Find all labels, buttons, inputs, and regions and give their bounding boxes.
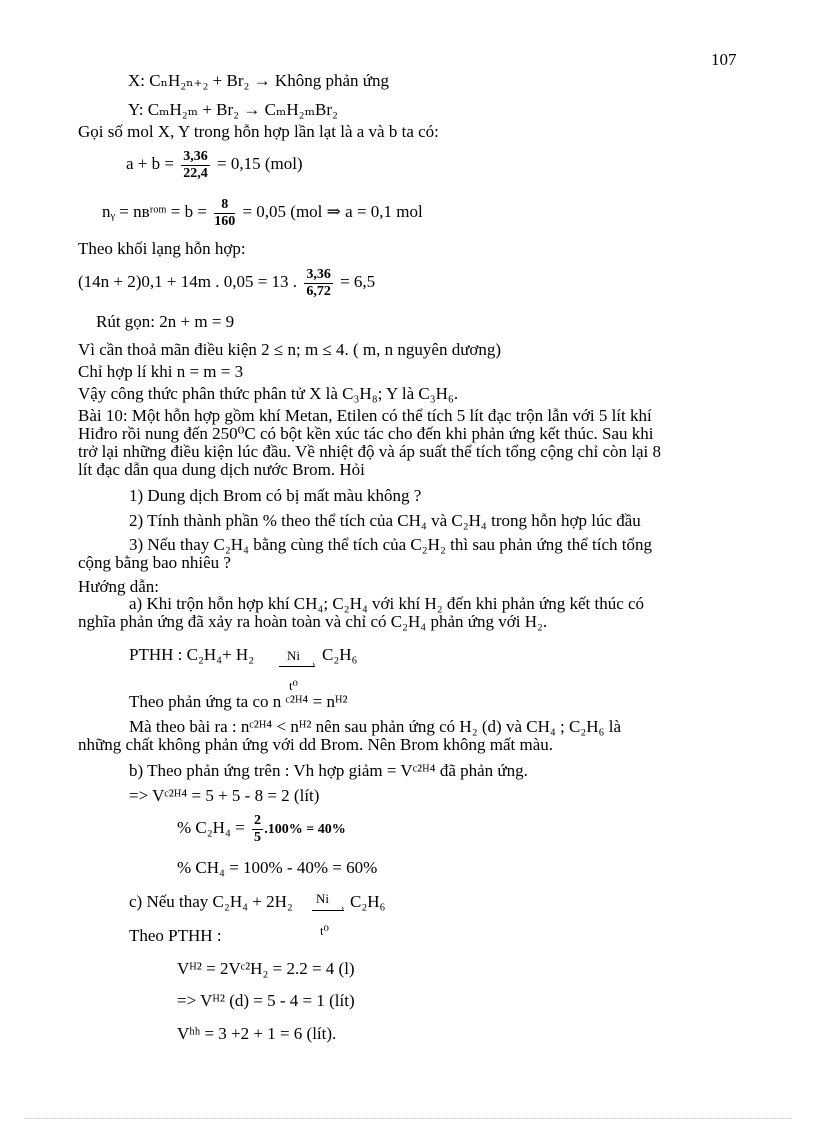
equation-2 bbox=[102, 194, 423, 230]
question-2: 2) Tính thành phần % theo thể tích của CH₄ và C₂H₄ trong hỗn hợp lúc đầu bbox=[129, 511, 641, 530]
valid-line: Chỉ hợp lí khi n = m = 3 bbox=[78, 362, 244, 381]
page-number: 107 bbox=[711, 50, 737, 69]
conclusion-line: Vậy công thức phân thức phân tử X là C₃H₈; Y là C₃H₆. bbox=[78, 384, 459, 403]
temperature-label-1: t⁰ bbox=[289, 678, 298, 693]
catalyst-ni-label-2: Ni bbox=[316, 891, 329, 906]
theo-phan-ung: Theo phản ứng ta co n ᶜ²ᴴ⁴ = nᴴ² bbox=[129, 692, 348, 711]
equation-1 bbox=[126, 146, 303, 182]
theo-pthh: Theo PTHH : bbox=[129, 926, 222, 945]
equation-1-left: a + b = bbox=[126, 154, 174, 173]
equation-2-left: nᵧ = nʙʳᵒᵐ = b = bbox=[102, 202, 207, 221]
equation-3-left: (14n + 2)0,1 + 14m . 0,05 = 13 . bbox=[78, 272, 298, 291]
guide-heading: Hướng dẫn: bbox=[78, 577, 159, 596]
arrow-head-2: › bbox=[341, 903, 345, 914]
fraction-2 bbox=[214, 197, 235, 230]
vhh-line: Vʰʰ = 3 +2 + 1 = 6 (lít). bbox=[177, 1024, 337, 1043]
answer-a-line-2: nghĩa phản ứng đã xảy ra hoàn toàn và chỉ có C₂H₄ phản ứng với H₂. bbox=[78, 612, 548, 631]
question-3-line-1: 3) Nếu thay C₂H₄ bằng cùng thể tích của C₂H₂ thì sau phản ứng thể tích tổng bbox=[129, 535, 652, 554]
mass-label: Theo khối lạng hỗn hợp: bbox=[78, 239, 246, 258]
fraction-4 bbox=[252, 813, 263, 846]
fraction-3-num: 3,36 bbox=[306, 266, 331, 282]
pthh-left: PTHH : C₂H₄+ H₂ bbox=[129, 645, 255, 664]
x-reaction: X: CₙH₂ₙ₊₂ + Br₂ → Không phản ứng bbox=[128, 71, 389, 90]
y-reaction: Y: CₘH₂ₘ + Br₂ → CₘH₂ₘBr₂ bbox=[128, 100, 338, 119]
percent-c2h4 bbox=[177, 810, 346, 848]
temperature-label-2: t⁰ bbox=[320, 923, 329, 938]
percent-c2h4-right: .100% = 40% bbox=[264, 822, 346, 837]
ma-line-1: Mà theo bài ra : nᶜ²ᴴ⁴ < nᴴ² nên sau phản ứng có H₂ (d) và CH₄ ; C₂H₆ là bbox=[129, 717, 621, 736]
page-footer-divider bbox=[24, 1118, 792, 1119]
fraction-1 bbox=[181, 149, 210, 182]
answer-b-line-1: b) Theo phản ứng trên : Vh hợp giảm = Vᶜ²ᴴ⁴ đã phản ứng. bbox=[129, 761, 528, 780]
catalyst-ni-label-1: Ni bbox=[287, 648, 300, 663]
question-3-line-2: cộng bằng bao nhiêu ? bbox=[78, 553, 231, 572]
percent-ch4: % CH₄ = 100% - 40% = 60% bbox=[177, 858, 378, 877]
answer-b-line-2: => Vᶜ²ᴴ⁴ = 5 + 5 - 8 = 2 (lít) bbox=[129, 786, 320, 805]
answer-c-right: C₂H₆ bbox=[350, 892, 386, 911]
question-1: 1) Dung dịch Brom có bị mất màu không ? bbox=[129, 486, 422, 505]
bai10-line-3: trở lại những điều kiện lúc đầu. Về nhiệt độ và áp suất thể tích tổng cộng chỉ còn lại 8 bbox=[78, 442, 661, 461]
condition-line: Vì cần thoả mãn điều kiện 2 ≤ n; m ≤ 4. ( m, n nguyên dương) bbox=[78, 340, 502, 359]
percent-c2h4-left: % C₂H₄ = bbox=[177, 818, 245, 837]
answer-c-left: c) Nếu thay C₂H₄ + 2H₂ bbox=[129, 892, 293, 911]
fraction-2-num: 8 bbox=[214, 197, 235, 214]
arrow-head-1: › bbox=[312, 659, 316, 670]
fraction-4-num: 2 bbox=[253, 812, 261, 828]
ma-line-2: những chất không phản ứng với dd Brom. Nên Brom không mất màu. bbox=[78, 735, 554, 754]
fraction-1-num: 3,36 bbox=[183, 148, 208, 164]
arrow-bar-2 bbox=[312, 910, 344, 911]
pthh-right: C₂H₆ bbox=[322, 645, 358, 664]
equation-2-right: = 0,05 (mol ⇒ a = 0,1 mol bbox=[242, 202, 423, 221]
fraction-3-den: 6,72 bbox=[306, 283, 331, 299]
simplify-line: Rút gọn: 2n + m = 9 bbox=[96, 312, 235, 331]
arrow-bar-1 bbox=[279, 666, 315, 667]
bai10-line-4: lít đạc dẫn qua dung dịch nước Brom. Hỏi bbox=[78, 460, 365, 479]
bai10-line-2: Hiđro rồi nung đến 250⁰C có bột kền xúc tác cho đến khi phản ứng kết thúc. Sau khi bbox=[78, 424, 654, 443]
fraction-2-den: 160 bbox=[214, 213, 236, 229]
fraction-4-den: 5 bbox=[253, 829, 261, 845]
vh2-excess-line: => Vᴴ² (d) = 5 - 4 = 1 (lít) bbox=[177, 991, 355, 1010]
equation-3 bbox=[78, 264, 375, 300]
moles-intro: Gọi số mol X, Y trong hỗn hợp lần lạt là a và b ta có: bbox=[78, 122, 439, 141]
fraction-3 bbox=[304, 267, 333, 300]
answer-a-line-1: a) Khi trộn hỗn hợp khí CH₄; C₂H₄ với khí H₂ đến khi phản ứng kết thúc có bbox=[129, 594, 645, 613]
fraction-1-den: 22,4 bbox=[183, 165, 208, 181]
vh2-line: Vᴴ² = 2Vᶜ²H₂ = 2.2 = 4 (l) bbox=[177, 959, 355, 978]
equation-3-right: = 6,5 bbox=[340, 272, 376, 291]
bai10-line-1: Bài 10: Một hỗn hợp gồm khí Metan, Etilen có thể tích 5 lít đạc trộn lẫn với 5 lít khí bbox=[78, 406, 652, 425]
equation-1-right: = 0,15 (mol) bbox=[216, 154, 303, 173]
